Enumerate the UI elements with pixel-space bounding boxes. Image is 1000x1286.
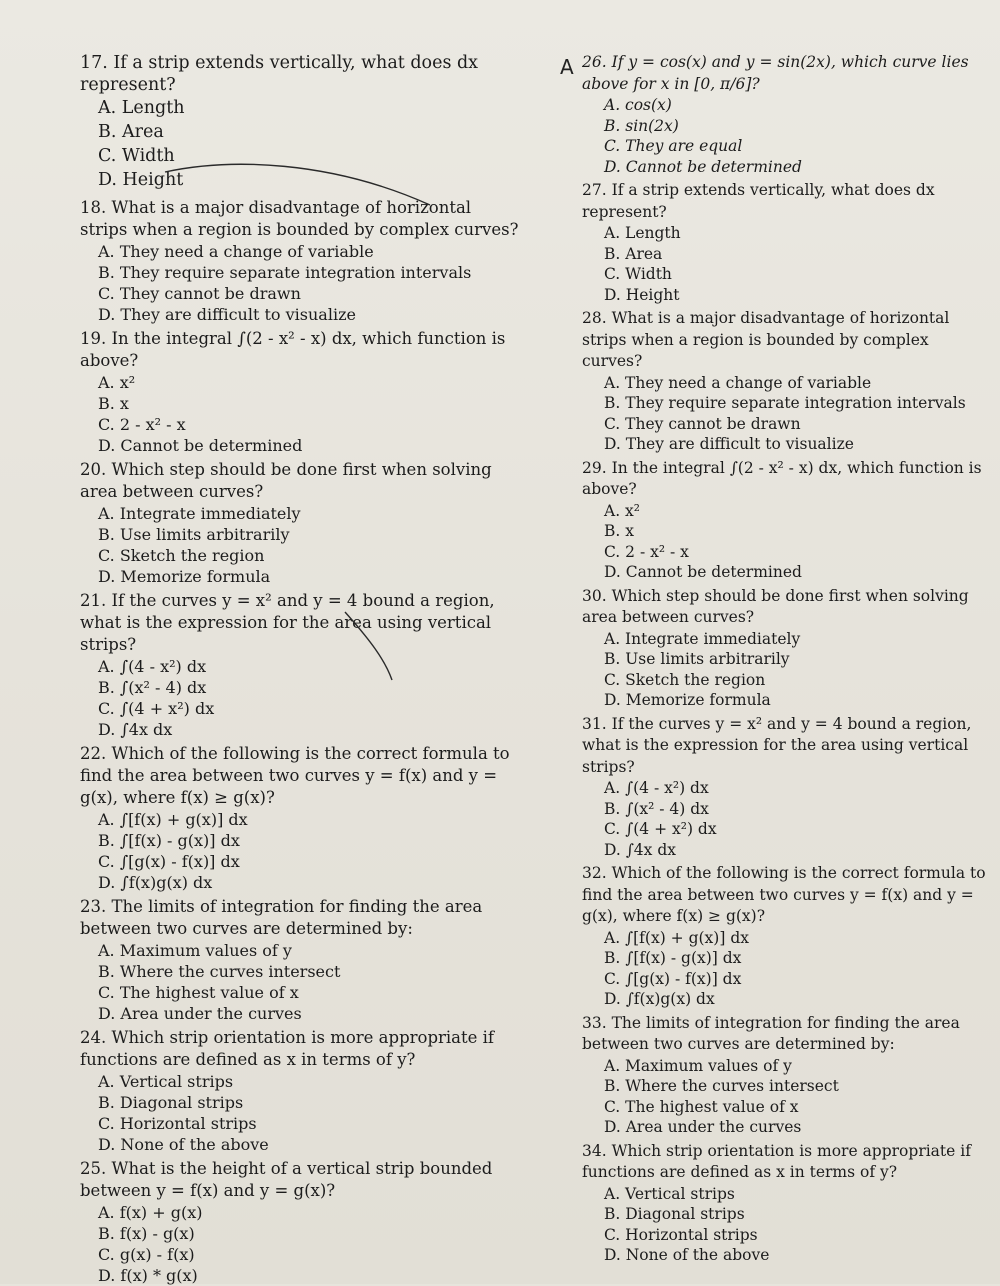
options-list — [582, 778, 990, 860]
options-list — [80, 1202, 520, 1286]
question-stem: 28. What is a major disadvantage of horizontal strips when a region is bounded by complex curves? — [582, 309, 950, 370]
option-b: B. ∫(x² - 4) dx — [98, 678, 207, 697]
option-c: C. Sketch the region — [98, 546, 265, 565]
option-d: D. Area under the curves — [604, 1118, 802, 1136]
option-a: A. Length — [604, 224, 681, 242]
options-list — [80, 96, 520, 192]
option-b: B. f(x) - g(x) — [98, 1224, 195, 1243]
option-a: A. They need a change of variable — [98, 242, 374, 261]
question-34 — [582, 1141, 990, 1266]
option-d: D. Cannot be determined — [604, 563, 802, 581]
option-a: A. ∫(4 - x²) dx — [604, 779, 709, 797]
right-column — [560, 52, 990, 1266]
option-c: C. Sketch the region — [604, 670, 766, 689]
question-stem: 31. If the curves y = x² and y = 4 bound a region, what is the expression for the area using vertical strips? — [582, 714, 972, 776]
question-27 — [582, 180, 990, 305]
question-22 — [80, 743, 520, 893]
question-stem: 21. If the curves y = x² and y = 4 bound a region, what is the expression for the area using vertical strips? — [80, 591, 495, 654]
option-b: B. Where the curves intersect — [98, 962, 341, 981]
handwritten-answer-mark: A — [560, 55, 574, 79]
option-c: C. They are equal — [604, 137, 743, 155]
option-d: D. Memorize formula — [604, 691, 771, 709]
option-a: A. ∫[f(x) + g(x)] dx — [604, 928, 749, 947]
question-21 — [80, 590, 520, 740]
option-c: C. Width — [604, 265, 672, 283]
option-a: A. Vertical strips — [98, 1072, 234, 1091]
option-c: C. Width — [98, 146, 175, 166]
option-a: A. Vertical strips — [604, 1184, 735, 1203]
options-list — [80, 372, 520, 456]
option-a: A. They need a change of variable — [604, 373, 872, 392]
option-c: C. ∫[g(x) - f(x)] dx — [98, 852, 240, 871]
option-c: C. The highest value of x — [604, 1097, 799, 1116]
option-d: D. ∫4x dx — [604, 840, 676, 859]
option-d: D. None of the above — [98, 1135, 269, 1154]
option-d: D. ∫4x dx — [98, 720, 173, 739]
option-c: C. They cannot be drawn — [98, 284, 301, 303]
option-c: C. Horizontal strips — [604, 1225, 758, 1244]
options-list — [80, 809, 520, 893]
options-list — [80, 503, 520, 587]
option-a: A. f(x) + g(x) — [98, 1203, 203, 1222]
option-c: C. ∫[g(x) - f(x)] dx — [604, 969, 742, 988]
question-19 — [80, 328, 520, 456]
option-a: A. x² — [98, 373, 136, 392]
question-stem: 26. If y = cos(x) and y = sin(2x), which curve lies above for x in [0, π/6]? — [582, 53, 969, 93]
option-d: D. Cannot be determined — [604, 157, 802, 176]
option-d: D. Cannot be determined — [98, 436, 303, 455]
options-list — [582, 629, 990, 711]
options-list — [582, 1056, 990, 1138]
option-d: D. f(x) * g(x) — [98, 1266, 198, 1285]
question-18 — [80, 197, 520, 325]
option-c: C. ∫(4 + x²) dx — [98, 699, 215, 718]
option-b: B. Use limits arbitrarily — [98, 525, 290, 544]
option-b: B. ∫[f(x) - g(x)] dx — [604, 949, 742, 967]
option-c: C. 2 - x² - x — [604, 542, 689, 561]
option-d: D. ∫f(x)g(x) dx — [98, 873, 213, 892]
options-list — [582, 501, 990, 583]
options-list — [582, 373, 990, 455]
option-b: B. Area — [98, 122, 164, 142]
options-list — [582, 928, 990, 1010]
option-a: A. Length — [98, 98, 185, 118]
option-b: B. sin(2x) — [604, 116, 679, 135]
option-b: B. Use limits arbitrarily — [604, 650, 790, 668]
option-c: C. 2 - x² - x — [98, 415, 186, 434]
option-d: D. Height — [98, 170, 184, 190]
options-list — [80, 1071, 520, 1155]
question-28 — [582, 308, 990, 455]
question-30 — [582, 586, 990, 711]
option-b: B. x — [604, 522, 634, 540]
option-b: B. Area — [604, 244, 663, 263]
question-stem: 18. What is a major disadvantage of horizontal strips when a region is bounded by complex curves? — [80, 198, 519, 239]
option-a: A. Maximum values of y — [604, 1056, 792, 1075]
question-stem: 27. If a strip extends vertically, what does dx represent? — [582, 181, 935, 221]
question-26 — [582, 52, 990, 177]
question-32 — [582, 863, 990, 1010]
option-b: B. Diagonal strips — [604, 1205, 745, 1223]
option-a: A. ∫(4 - x²) dx — [98, 657, 207, 676]
options-list — [582, 95, 990, 177]
option-d: D. Height — [604, 285, 680, 304]
option-b: B. Diagonal strips — [98, 1093, 244, 1112]
option-d: D. They are difficult to visualize — [98, 305, 356, 324]
option-b: B. ∫(x² - 4) dx — [604, 799, 709, 818]
question-29 — [582, 458, 990, 583]
option-b: B. x — [98, 394, 129, 413]
option-c: C. The highest value of x — [98, 983, 299, 1002]
question-stem: 20. Which step should be done first when solving area between curves? — [80, 460, 492, 501]
question-stem: 29. In the integral ∫(2 - x² - x) dx, which function is above? — [582, 458, 982, 498]
option-c: C. ∫(4 + x²) dx — [604, 820, 717, 838]
option-d: D. ∫f(x)g(x) dx — [604, 990, 715, 1008]
option-d: D. Area under the curves — [98, 1004, 302, 1023]
option-d: D. Memorize formula — [98, 567, 271, 586]
option-a: A. Integrate immediately — [604, 629, 801, 648]
option-a: A. cos(x) — [604, 96, 672, 114]
option-b: B. They require separate integration intervals — [98, 263, 472, 282]
option-c: C. They cannot be drawn — [604, 414, 801, 433]
option-a: A. x² — [604, 501, 641, 520]
question-23 — [80, 896, 520, 1024]
option-c: C. Horizontal strips — [98, 1114, 257, 1133]
question-stem: 25. What is the height of a vertical strip bounded between y = f(x) and y = g(x)? — [80, 1159, 493, 1200]
question-stem: 17. If a strip extends vertically, what does dx represent? — [80, 53, 479, 95]
options-list — [582, 223, 990, 305]
option-c: C. g(x) - f(x) — [98, 1245, 195, 1264]
question-stem: 32. Which of the following is the correct formula to find the area between two curves y = f(x) and y = g(x), where f(x) ≥ g(x)? — [582, 864, 986, 925]
question-17 — [80, 52, 520, 192]
question-stem: 33. The limits of integration for finding the area between two curves are determined by: — [582, 1013, 960, 1053]
question-31 — [582, 714, 990, 861]
options-list — [80, 241, 520, 325]
question-33 — [582, 1013, 990, 1138]
option-b: B. ∫[f(x) - g(x)] dx — [98, 831, 240, 850]
question-stem: 34. Which strip orientation is more appropriate if functions are defined as x in terms of y? — [582, 1141, 971, 1181]
options-list — [582, 1184, 990, 1266]
option-a: A. Maximum values of y — [98, 941, 292, 960]
question-stem: 23. The limits of integration for finding the area between two curves are determined by: — [80, 897, 483, 938]
question-stem: 24. Which strip orientation is more appropriate if functions are defined as x in terms of y? — [80, 1028, 495, 1069]
question-24 — [80, 1027, 520, 1155]
option-d: D. None of the above — [604, 1246, 770, 1264]
left-column — [80, 52, 520, 1286]
option-b: B. They require separate integration intervals — [604, 394, 966, 412]
question-stem: 30. Which step should be done first when solving area between curves? — [582, 586, 969, 626]
option-d: D. They are difficult to visualize — [604, 435, 854, 453]
question-stem: 19. In the integral ∫(2 - x² - x) dx, which function is above? — [80, 329, 506, 370]
options-list — [80, 656, 520, 740]
question-20 — [80, 459, 520, 587]
options-list — [80, 940, 520, 1024]
option-b: B. Where the curves intersect — [604, 1077, 839, 1095]
option-a: A. ∫[f(x) + g(x)] dx — [98, 810, 248, 829]
option-a: A. Integrate immediately — [98, 504, 301, 523]
question-25 — [80, 1158, 520, 1286]
question-stem: 22. Which of the following is the correct formula to find the area between two curves y = f(x) and y = g(x), where f(x) ≥ g(x)? — [80, 744, 510, 807]
